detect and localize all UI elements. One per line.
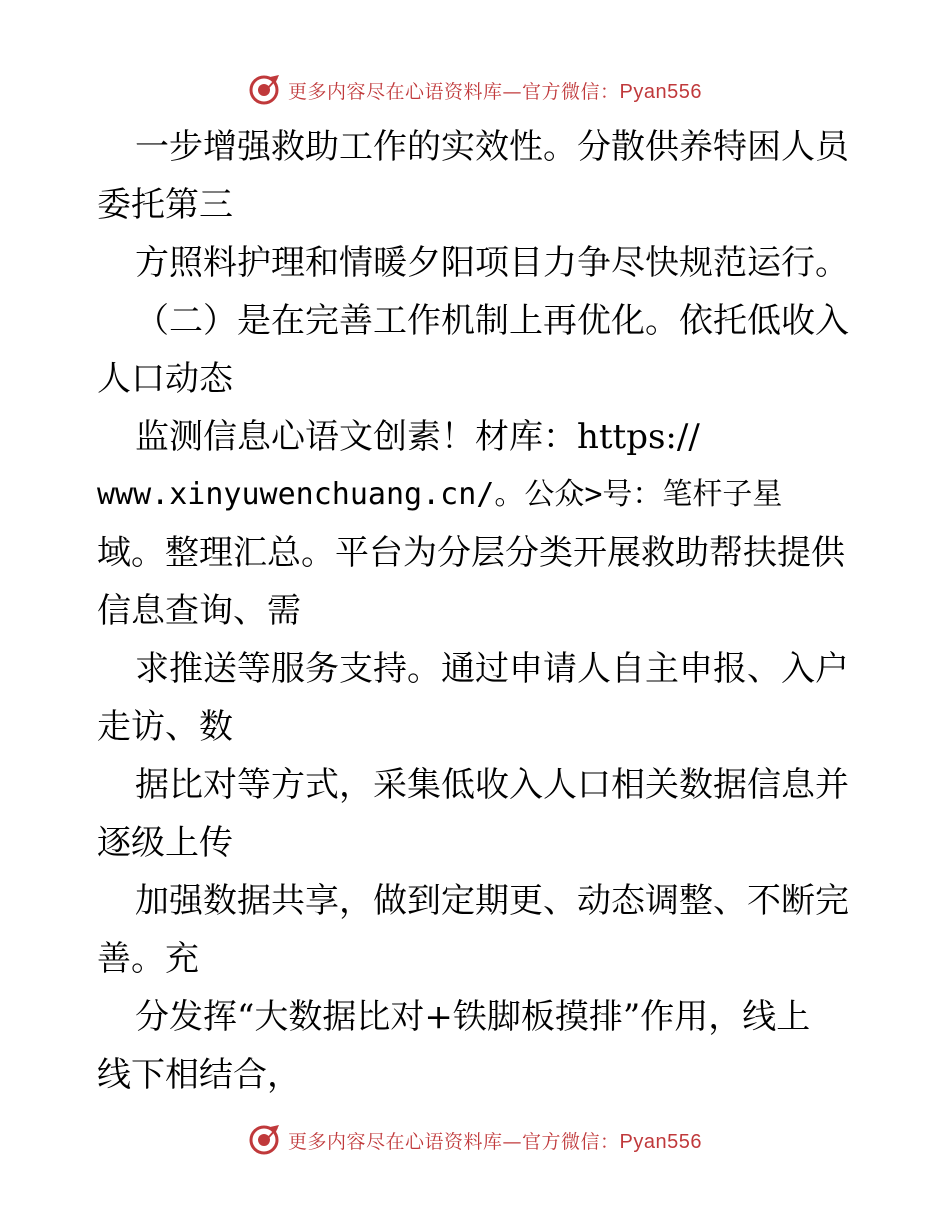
body-line: 信息查询、需 — [97, 591, 301, 631]
body-line: 方照料护理和情暖夕阳项目力争尽快规范运行。 — [135, 243, 849, 283]
body-line: 分发挥“大数据比对+铁脚板摸排”作用，线上 — [135, 997, 811, 1037]
quill-logo-icon — [248, 1123, 282, 1157]
body-line: www.xinyuwenchuang.cn/。公众>号：笔杆子星 — [97, 477, 783, 512]
body-line: 善。充 — [97, 939, 199, 979]
body-line: 委托第三 — [97, 185, 233, 225]
body-line: （二）是在完善工作机制上再优化。依托低收入 — [135, 301, 849, 341]
body-line: 人口动态 — [97, 359, 233, 399]
body-line: 据比对等方式，采集低收入人口相关数据信息并 — [135, 765, 849, 805]
body-line: 走访、数 — [97, 707, 233, 747]
body-line: 加强数据共享，做到定期更、动态调整、不断完 — [135, 881, 849, 921]
header-banner-text: 更多内容尽在心语资料库—官方微信：Pyan556 — [288, 80, 702, 103]
body-line: 逐级上传 — [97, 823, 233, 863]
body-line: 线下相结合， — [97, 1055, 301, 1095]
body-line: 求推送等服务支持。通过申请人自主申报、入户 — [135, 649, 849, 689]
header-watermark-banner — [0, 70, 950, 110]
body-line: 域。整理汇总。平台为分层分类开展救助帮扶提供 — [97, 533, 845, 573]
quill-logo-icon — [248, 73, 282, 107]
footer-watermark-banner — [0, 1120, 950, 1160]
body-line: 监测信息心语文创素！材库：https:// — [135, 417, 700, 457]
footer-banner-text: 更多内容尽在心语资料库—官方微信：Pyan556 — [288, 1130, 702, 1153]
body-line: 一步增强救助工作的实效性。分散供养特困人员 — [135, 127, 849, 167]
document-body — [97, 118, 857, 1104]
